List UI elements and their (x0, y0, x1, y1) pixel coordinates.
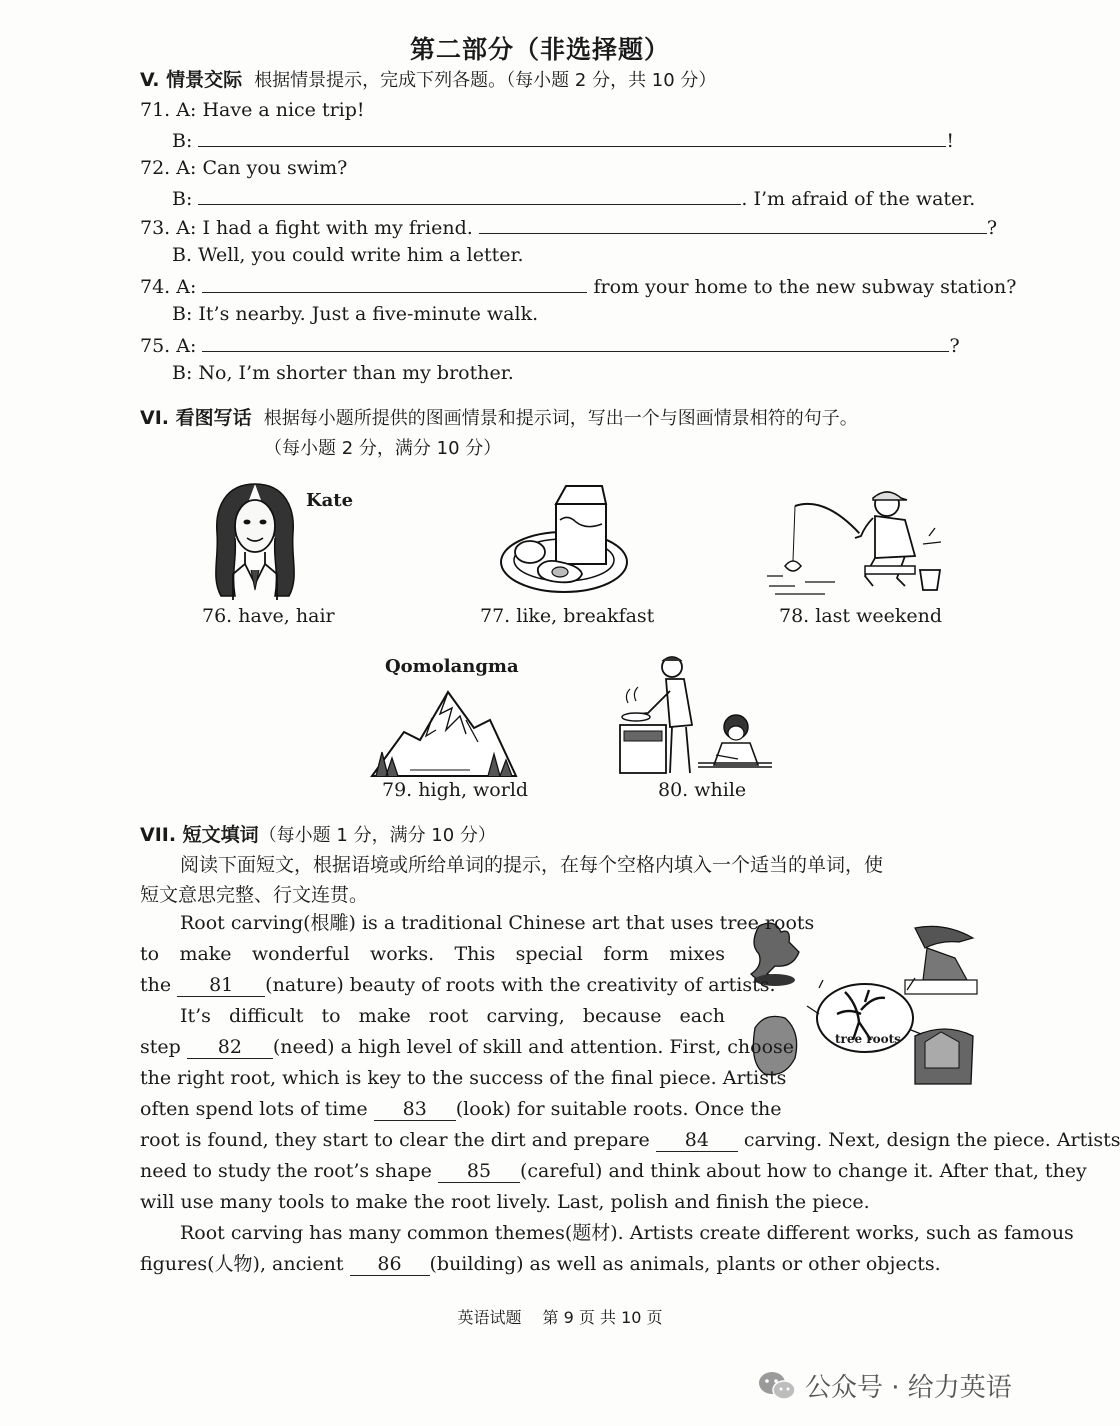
section-7-instruction-2: 短文意思完整、行文连贯。 (140, 884, 369, 906)
p2-word: It’s (180, 1005, 211, 1027)
q71-b (172, 126, 954, 154)
blank-84[interactable]: 84 (656, 1129, 738, 1152)
q75-a-label: A: (176, 335, 197, 357)
section-5-instruction: 根据情景提示，完成下列各题。（每小题 2 分，共 10 分） (254, 70, 717, 91)
q75-a-tail: ? (949, 335, 960, 357)
picture-76-label: Kate (306, 490, 354, 511)
blank-83[interactable]: 83 (374, 1098, 456, 1121)
q72-a-text: Can you swim? (202, 157, 348, 179)
q72-answer-blank[interactable] (198, 184, 741, 205)
q73-number: 73. (140, 217, 171, 239)
q73-a-tail: ? (986, 217, 998, 239)
p1-word: mixes (669, 943, 725, 965)
p3-line-1: Root carving has many common themes(题材). Artists create different works, such as famous (180, 1222, 1074, 1244)
q72-number: 72. (140, 157, 171, 179)
p3-line-2 (140, 1249, 941, 1280)
p1-word: form (603, 943, 649, 965)
p1-line-2 (140, 939, 725, 970)
q72-b-label: B: (172, 188, 193, 210)
p1-line-3 (140, 970, 776, 1001)
p2-line-5 (140, 1125, 1120, 1156)
p1-word: special (515, 943, 583, 965)
picture-79-label: Qomolangma (385, 656, 519, 677)
p2-line-2-post: (need) a high level of skill and attention. First, choose (272, 1036, 795, 1058)
q73-a-text: I had a fight with my friend. (202, 217, 473, 239)
q72-a (140, 155, 347, 181)
blank-81[interactable]: 81 (177, 974, 265, 997)
picture-76 (205, 478, 354, 603)
section-5-header (140, 67, 716, 94)
q74-answer-blank[interactable] (202, 272, 587, 293)
q73-answer-blank[interactable] (479, 213, 987, 234)
p1-word: to (140, 943, 160, 965)
p2-line-4 (140, 1094, 781, 1125)
section-7-instruction-1: 阅读下面短文，根据语境或所给单词的提示，在每个空格内填入一个适当的单词，使 (180, 854, 884, 876)
p2-line-6-post: (careful) and think about how to change it. After that, they (519, 1160, 1087, 1182)
page-title: 第二部分（非选择题） (409, 35, 670, 64)
q71-answer-blank[interactable] (198, 126, 946, 147)
q71-a-text: Have a nice trip! (202, 99, 365, 121)
p2-line-4-pre: often spend lots of time (140, 1098, 368, 1120)
p3-line-2-pre: figures(人物), ancient (140, 1253, 344, 1275)
section-6-instruction: 根据每小题所提供的图画情景和提示词，写出一个与图画情景相符的句子。 (263, 408, 858, 429)
picture-80 (618, 655, 773, 775)
q72-b-tail: . I’m afraid of the water. (741, 188, 976, 210)
wechat-icon (757, 1369, 797, 1403)
picture-77 (498, 480, 633, 595)
q74-number: 74. (140, 276, 171, 298)
q71-a (140, 97, 365, 123)
picture-80-caption: 80. while (658, 779, 747, 801)
q75-answer-blank[interactable] (202, 331, 949, 352)
q73-b-text: B. Well, you could write him a letter. (172, 244, 524, 266)
section-5-heading: V. 情景交际 (140, 69, 243, 91)
p1-word: make (179, 943, 232, 965)
p1-word: wonderful (251, 943, 350, 965)
q75-number: 75. (140, 335, 171, 357)
q74-b-text: B: It’s nearby. Just a five-minute walk. (172, 303, 539, 325)
blank-86[interactable]: 86 (350, 1253, 430, 1276)
p2-line-2 (140, 1032, 794, 1063)
q71-b-label: B: (172, 130, 193, 152)
p2-line-7: will use many tools to make the root lively. Last, polish and finish the piece. (140, 1191, 870, 1213)
p1-word: works. (370, 943, 435, 965)
p2-line-5-pre: root is found, they start to clear the dirt and prepare (140, 1129, 650, 1151)
diagram-label-tree-roots: tree roots (835, 1032, 901, 1046)
picture-78 (765, 486, 945, 601)
q74-a-label: A: (176, 276, 197, 298)
q72-a-label: A: (176, 157, 197, 179)
p3-line-2-post: (building) as well as animals, plants or other objects. (429, 1253, 941, 1275)
q73-a-label: A: (176, 217, 197, 239)
watermark (757, 1367, 1012, 1404)
p2-line-1 (180, 1001, 725, 1032)
q73-a (140, 213, 997, 241)
p1-line-3-pre: the (140, 974, 172, 996)
p2-line-2-pre: step (140, 1036, 181, 1058)
q71-number: 71. (140, 99, 171, 121)
p2-line-6 (140, 1156, 1087, 1187)
p2-word: make (358, 1005, 411, 1027)
cooking-homework-icon (618, 655, 773, 775)
q71-a-label: A: (176, 99, 197, 121)
q71-b-tail: ! (946, 130, 955, 152)
picture-78-caption: 78. last weekend (779, 605, 942, 627)
p1-line-1: Root carving(根雕) is a traditional Chinese art that uses tree roots (180, 912, 815, 934)
breakfast-icon (498, 480, 633, 595)
picture-77-caption: 77. like, breakfast (480, 605, 655, 627)
section-7-header (140, 822, 496, 849)
p2-word: to (321, 1005, 341, 1027)
section-6-score: （每小题 2 分，满分 10 分） (264, 438, 502, 459)
p1-line-3-post: (nature) beauty of roots with the creativity of artists. (265, 974, 776, 996)
picture-79 (370, 680, 518, 780)
section-7-heading: VII. 短文填词 (140, 824, 259, 846)
p2-word: because (582, 1005, 662, 1027)
p2-word: root (428, 1005, 469, 1027)
p1-word: This (454, 943, 496, 965)
picture-79-caption: 79. high, world (382, 779, 529, 801)
section-6-heading: VI. 看图写话 (140, 407, 252, 429)
fishing-icon (765, 486, 945, 601)
blank-82[interactable]: 82 (187, 1036, 273, 1059)
mountain-icon (370, 680, 518, 780)
p2-line-5-post: carving. Next, design the piece. Artists (743, 1129, 1120, 1151)
blank-85[interactable]: 85 (438, 1160, 520, 1183)
page-footer: 英语试题 第 9 页 共 10 页 (457, 1308, 663, 1327)
section-7-score: （每小题 1 分，满分 10 分） (258, 825, 496, 846)
p2-word: difficult (229, 1005, 304, 1027)
p2-line-4-post: (look) for suitable roots. Once the (455, 1098, 782, 1120)
p2-line-3: the right root, which is key to the success of the final piece. Artists (140, 1067, 787, 1089)
q74-a-tail: from your home to the new subway station? (593, 276, 1017, 298)
p2-word: carving, (486, 1005, 565, 1027)
q75-b-text: B: No, I’m shorter than my brother. (172, 362, 514, 384)
watermark-text: 公众号 · 给力英语 (805, 1373, 1012, 1403)
girl-portrait-icon (205, 478, 305, 600)
section-6-header (140, 405, 858, 432)
q75-a (140, 331, 960, 359)
picture-76-caption: 76. have, hair (202, 605, 335, 627)
p2-line-6-pre: need to study the root’s shape (140, 1160, 432, 1182)
q74-a (140, 272, 1016, 300)
p2-word: each (679, 1005, 725, 1027)
q72-b (172, 184, 975, 212)
